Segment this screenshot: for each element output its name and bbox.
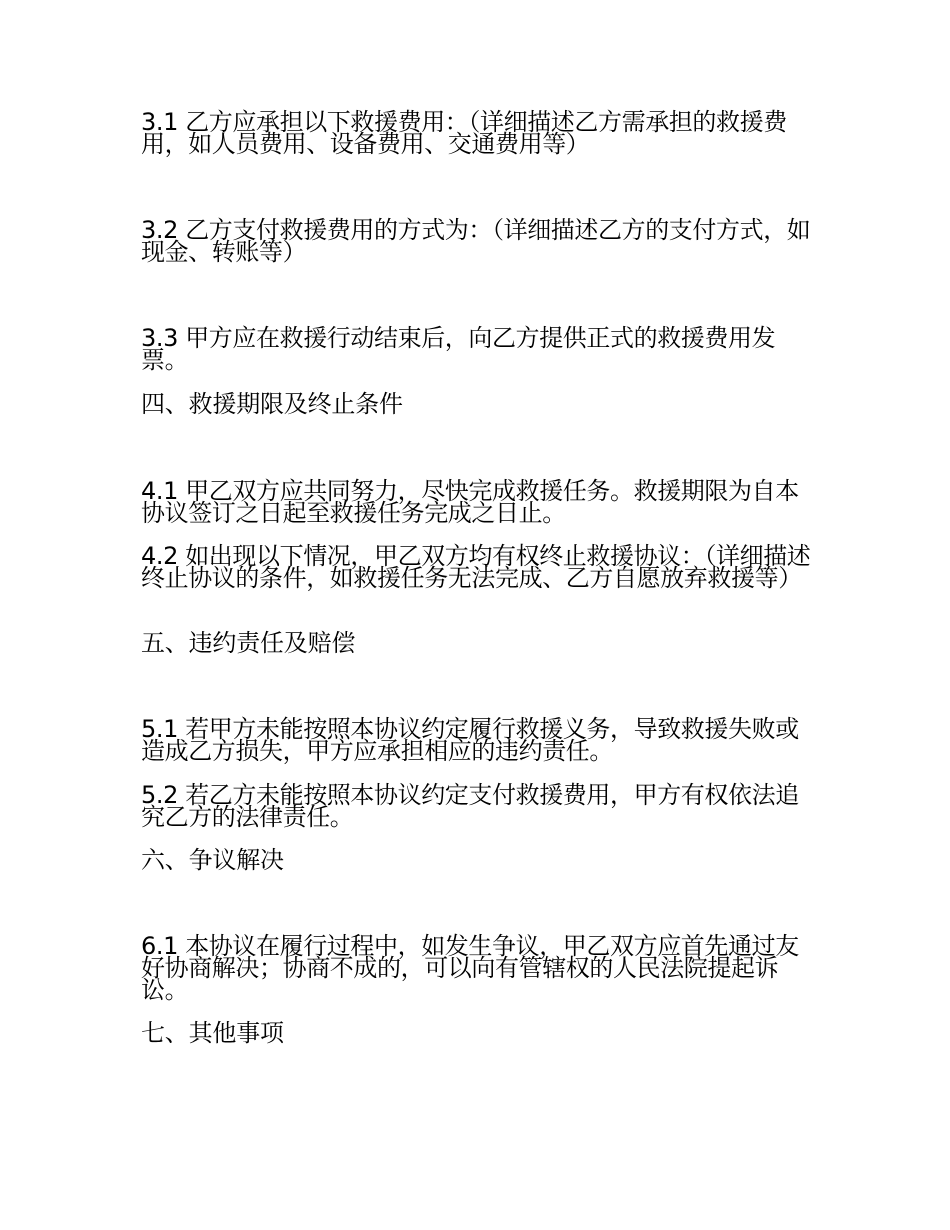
clause-4-1: 4.1 甲乙双方应共同努力，尽快完成救援任务。救援期限为自本协议签订之日起至救援任务完成之日止。 bbox=[141, 477, 799, 527]
section-heading-5: 五、违约责任及赔偿 bbox=[141, 629, 356, 657]
section-heading-6: 六、争议解决 bbox=[141, 846, 284, 874]
clause-5-2: 5.2 若乙方未能按照本协议约定支付救援费用，甲方有权依法追究乙方的法律责任。 bbox=[141, 781, 799, 831]
clause-4-2: 4.2 如出现以下情况，甲乙双方均有权终止救援协议：（详细描述终止协议的条件，如救援任务无法完成、乙方自愿放弃救援等） bbox=[141, 542, 811, 592]
section-heading-7: 七、其他事项 bbox=[141, 1019, 284, 1047]
clause-3-3: 3.3 甲方应在救援行动结束后，向乙方提供正式的救援费用发票。 bbox=[141, 324, 776, 374]
clause-5-1: 5.1 若甲方未能按照本协议约定履行救援义务，导致救援失败或造成乙方损失，甲方应承担相应的违约责任。 bbox=[141, 715, 799, 765]
clause-6-1: 6.1 本协议在履行过程中，如发生争议，甲乙双方应首先通过友好协商解决；协商不成的，可以向有管辖权的人民法院提起诉讼。 bbox=[141, 932, 799, 1004]
section-heading-4: 四、救援期限及终止条件 bbox=[141, 390, 403, 418]
clause-3-1: 3.1 乙方应承担以下救援费用：（详细描述乙方需承担的救援费用，如人员费用、设备费用、交通费用等） bbox=[141, 108, 787, 158]
clause-3-2: 3.2 乙方支付救援费用的方式为：（详细描述乙方的支付方式，如现金、转账等） bbox=[141, 216, 811, 266]
